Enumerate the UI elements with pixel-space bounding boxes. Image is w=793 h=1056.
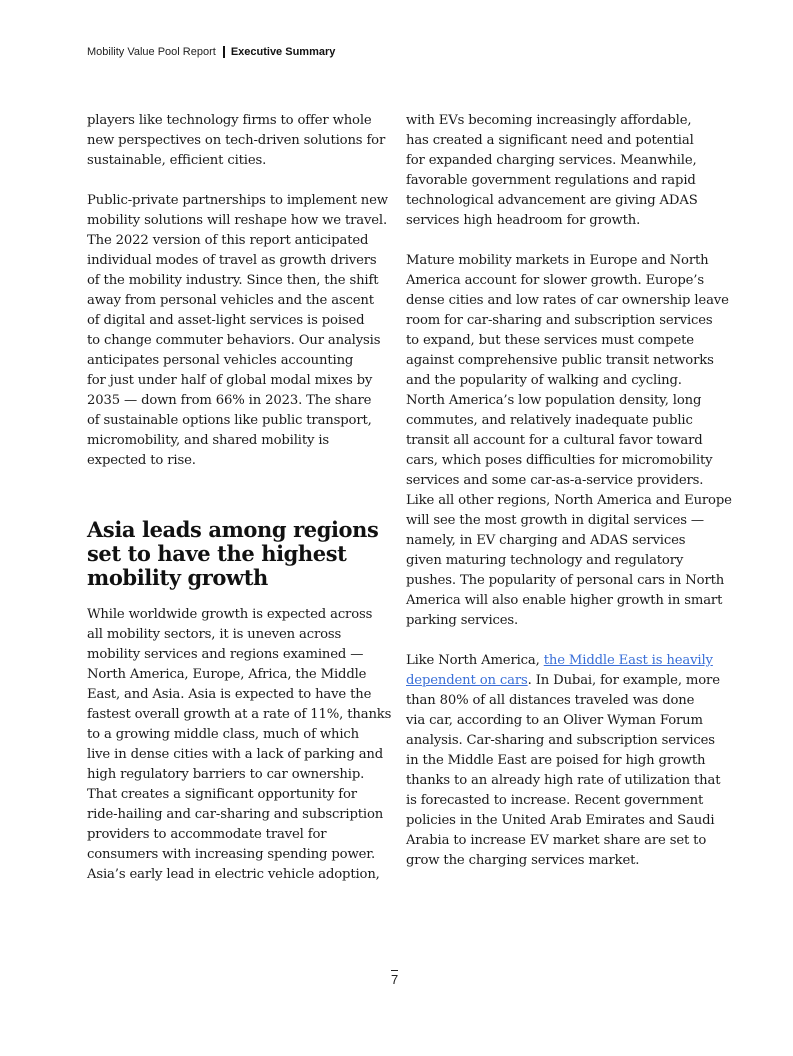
middle-east-link-part1[interactable]: the Middle East is heavily	[543, 653, 713, 668]
text-line: Like all other regions, North America and Europe	[406, 493, 732, 508]
text-line: than 80% of all distances traveled was done	[406, 693, 695, 708]
text-line: pushes. The popularity of personal cars in North	[406, 573, 725, 588]
text-line: The 2022 version of this report anticipated	[87, 233, 369, 248]
paragraph-public-private	[87, 191, 387, 471]
middle-east-rest	[406, 691, 721, 871]
text-line: away from personal vehicles and the ascent	[87, 293, 374, 308]
text-line: Asia leads among regions	[87, 517, 379, 542]
text-line: has created a significant need and potential	[406, 133, 694, 148]
text-line: grow the charging services market.	[406, 853, 640, 868]
text-line: for expanded charging services. Meanwhile,	[406, 153, 697, 168]
text-line: consumers with increasing spending power.	[87, 847, 375, 862]
text-line: expected to rise.	[87, 453, 196, 468]
text-line: of sustainable options like public transport,	[87, 413, 372, 428]
text-line: 2035 — down from 66% in 2023. The share	[87, 393, 372, 408]
text-line: to a growing middle class, much of which	[87, 727, 359, 742]
text-line: fastest overall growth at a rate of 11%, thanks	[87, 707, 392, 722]
text-line: micromobility, and shared mobility is	[87, 433, 330, 448]
running-header	[87, 46, 335, 58]
text-line: to expand, but these services must compete	[406, 333, 694, 348]
text-line: of the mobility industry. Since then, the shift	[87, 273, 379, 288]
text-line: technological advancement are giving ADAS	[406, 193, 698, 208]
text-line: policies in the United Arab Emirates and Saudi	[406, 813, 715, 828]
text-line	[406, 651, 716, 671]
text-line: will see the most growth in digital services —	[406, 513, 704, 528]
text-line: individual modes of travel as growth drivers	[87, 253, 377, 268]
text-line: cars, which poses difficulties for micromobility	[406, 453, 713, 468]
right-column	[406, 111, 732, 891]
text-line: analysis. Car-sharing and subscription services	[406, 733, 715, 748]
text-line: mobility growth	[87, 565, 268, 590]
text-line: is forecasted to increase. Recent government	[406, 793, 704, 808]
text-line: favorable government regulations and rapid	[406, 173, 696, 188]
text-line: dense cities and low rates of car ownership leave	[406, 293, 729, 308]
paragraph-players	[87, 111, 387, 171]
text-line: Asia’s early lead in electric vehicle adoption,	[87, 867, 380, 882]
text-line: North America, Europe, Africa, the Middle	[87, 667, 367, 682]
section-heading	[87, 517, 379, 590]
text-line: thanks to an already high rate of utilization that	[406, 773, 721, 788]
text-line: Public-private partnerships to implement new	[87, 193, 388, 208]
text-line: given maturing technology and regulatory	[406, 553, 684, 568]
text-line: via car, according to an Oliver Wyman Forum	[406, 713, 703, 728]
text-line: mobility solutions will reshape how we travel.	[87, 213, 388, 228]
text-line: of digital and asset-light services is poised	[87, 313, 365, 328]
text-line: transit all account for a cultural favor toward	[406, 433, 703, 448]
page-number	[391, 970, 398, 987]
text-line: to change commuter behaviors. Our analysis	[87, 333, 381, 348]
text-line: services and some car-as-a-service providers.	[406, 473, 704, 488]
text-line: room for car-sharing and subscription services	[406, 313, 713, 328]
text-line: players like technology firms to offer whole	[87, 113, 372, 128]
text-line: ride-hailing and car-sharing and subscription	[87, 807, 384, 822]
text-line: with EVs becoming increasingly affordable,	[406, 113, 692, 128]
text-line: America will also enable higher growth in smart	[406, 593, 723, 608]
text-line: services high headroom for growth.	[406, 213, 641, 228]
text-line: in the Middle East are poised for high growth	[406, 753, 706, 768]
text-line: namely, in EV charging and ADAS services	[406, 533, 686, 548]
paragraph-evs	[406, 111, 716, 231]
text-line: North America’s low population density, long	[406, 393, 702, 408]
text-span: . In Dubai, for example, more	[527, 673, 720, 688]
text-line: anticipates personal vehicles accounting	[87, 353, 354, 368]
text-line: Arabia to increase EV market share are set to	[406, 833, 707, 848]
text-line: Mature mobility markets in Europe and North	[406, 253, 709, 268]
paragraph-mature-markets	[406, 251, 732, 631]
text-line: mobility services and regions examined —	[87, 647, 364, 662]
text-line: high regulatory barriers to car ownership.	[87, 767, 365, 782]
text-line: new perspectives on tech-driven solutions for	[87, 133, 386, 148]
text-line: That creates a significant opportunity for	[87, 787, 357, 802]
text-line: live in dense cities with a lack of parking and	[87, 747, 384, 762]
text-line: East, and Asia. Asia is expected to have the	[87, 687, 372, 702]
text-span: Like North America,	[406, 653, 544, 668]
text-line: America account for slower growth. Europe’s	[406, 273, 704, 288]
text-line: and the popularity of walking and cycling.	[406, 373, 682, 388]
text-line: against comprehensive public transit networks	[406, 353, 714, 368]
text-line: sustainable, efficient cities.	[87, 153, 267, 168]
text-line: set to have the highest	[87, 541, 347, 566]
report-title: Mobility Value Pool Report	[87, 46, 216, 58]
left-column	[87, 111, 392, 905]
text-line: all mobility sectors, it is uneven across	[87, 627, 342, 642]
page-number-rule	[391, 970, 398, 971]
text-line: providers to accommodate travel for	[87, 827, 327, 842]
text-line: parking services.	[406, 613, 519, 628]
section-title: Executive Summary	[230, 46, 336, 58]
paragraph-worldwide-growth	[87, 605, 392, 885]
middle-east-link-part2[interactable]: dependent on cars	[406, 673, 528, 688]
header-separator	[223, 46, 225, 58]
text-line: While worldwide growth is expected across	[87, 607, 373, 622]
paragraph-middle-east	[406, 651, 721, 871]
text-line	[406, 671, 720, 691]
text-line: commutes, and relatively inadequate public	[406, 413, 693, 428]
page-number-text: 7	[391, 972, 399, 987]
text-line: for just under half of global modal mixes by	[87, 373, 373, 388]
